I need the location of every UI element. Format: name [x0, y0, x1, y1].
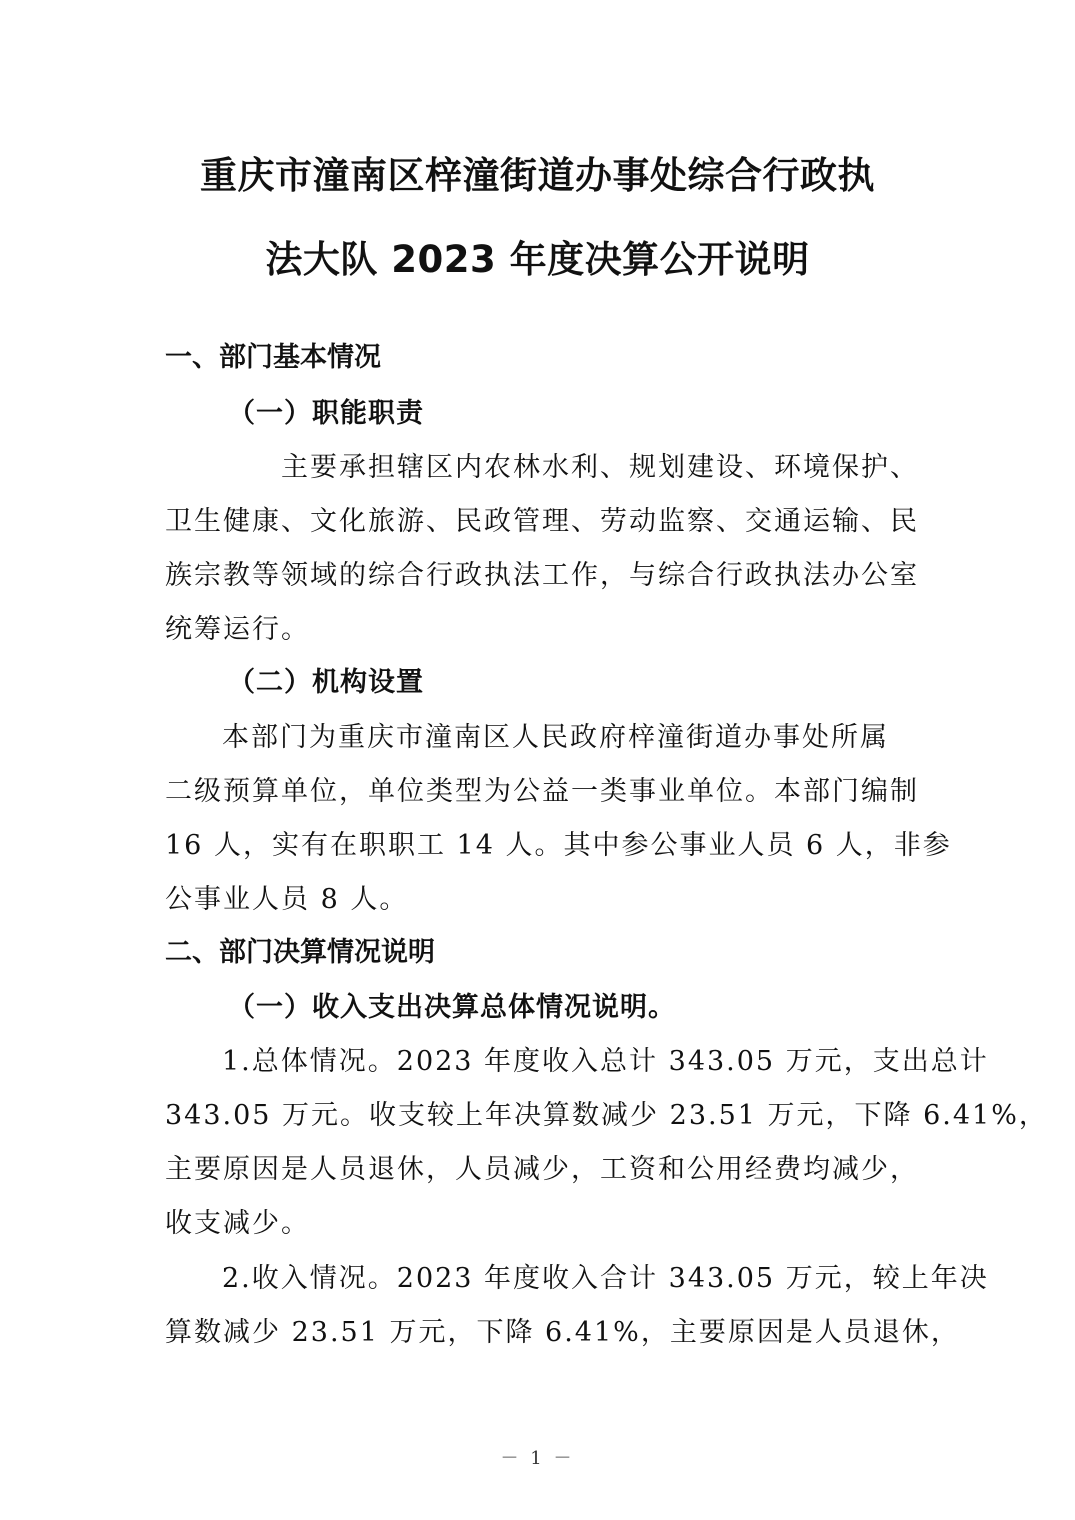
overall-line: 343.05 万元。收支较上年决算数减少 23.51 万元，下降 6.41%， [165, 1100, 1048, 1131]
duties-line: 主要承担辖区内农林水利、规划建设、环境保护、 [281, 452, 919, 483]
overall-line: 主要原因是人员退休，人员减少，工资和公用经费均减少， [165, 1154, 919, 1185]
section1-sub2-heading: （二）机构设置 [228, 667, 424, 698]
income-paragraph [165, 1252, 989, 1360]
section1-heading: 一、部门基本情况 [165, 342, 381, 373]
structure-line: 16 人，实有在职职工 14 人。其中参公事业人员 6 人，非参 [165, 830, 952, 861]
overall-paragraph [165, 1035, 1048, 1251]
overall-line: 收支减少。 [165, 1208, 310, 1239]
duties-line: 族宗教等领域的综合行政执法工作，与综合行政执法办公室 [165, 560, 919, 591]
section2-sub1-heading: （一）收入支出决算总体情况说明。 [228, 992, 676, 1023]
page-number: － 1 － [500, 1448, 575, 1469]
section1-sub1-heading: （一）职能职责 [228, 398, 424, 429]
section2-heading: 二、部门决算情况说明 [165, 937, 435, 968]
overall-line: 1.总体情况。2023 年度收入总计 343.05 万元，支出总计 [222, 1046, 989, 1077]
duties-paragraph [165, 441, 919, 657]
duties-line: 统筹运行。 [165, 614, 310, 645]
income-line: 2.收入情况。2023 年度收入合计 343.05 万元，较上年决 [222, 1263, 989, 1294]
income-line: 算数减少 23.51 万元，下降 6.41%，主要原因是人员退休， [165, 1317, 960, 1348]
structure-line: 公事业人员 8 人。 [165, 884, 409, 915]
structure-line: 本部门为重庆市潼南区人民政府梓潼街道办事处所属 [222, 722, 889, 753]
document-title-line2: 法大队 2023 年度决算公开说明 [265, 238, 810, 281]
document-title-line1: 重庆市潼南区梓潼街道办事处综合行政执 [200, 154, 875, 197]
structure-paragraph [165, 711, 952, 927]
structure-line: 二级预算单位，单位类型为公益一类事业单位。本部门编制 [165, 776, 919, 807]
duties-line: 卫生健康、文化旅游、民政管理、劳动监察、交通运输、民 [165, 506, 919, 537]
